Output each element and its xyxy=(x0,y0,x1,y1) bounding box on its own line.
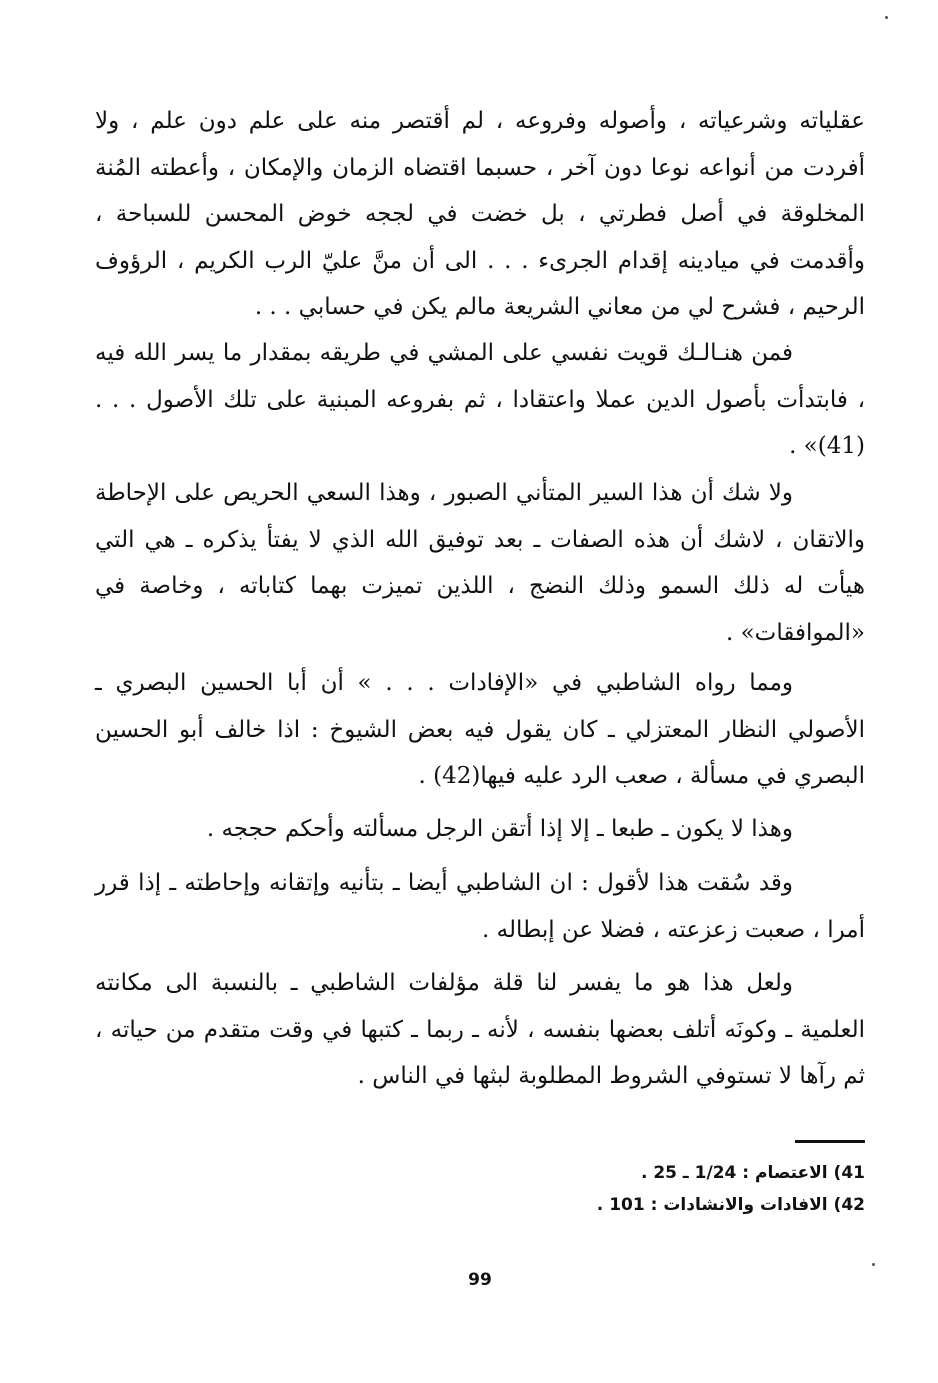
paragraph-5: وهذا لا يكون ـ طبعا ـ إلا إذا أتقن الرجل مسألته وأحكم حججه . xyxy=(206,816,793,842)
paragraph-1: عقلياته وشرعياته ، وأصوله وفروعه ، لم أقتصر منه على علم دون علم ، ولا أفردت من أنواعه نوعا دون آخر ، حسبما اقتضاه الزمان والإمكان ، وأعطته المُنة المخلوقة في أصل فطرتي ، بل خضت في لججه خوض المحسن للسباحة ، وأقدمت في ميادينه إقدام الجرىء . . . الى أن منَّ عليّ الرب الكريم ، الرؤوف الرحيم ، فشرح لي من معاني الشريعة مالم يكن في حسابي . . . xyxy=(95,108,865,320)
footnotes xyxy=(400,1157,865,1221)
footnote-41: 41) الاعتصام : 1/24 ـ 25 . xyxy=(640,1163,865,1183)
paragraph-4: ومما رواه الشاطبي في «الإفادات . . . » أن أبا الحسين البصري ـ الأصولي النظار المعتزلي ـ كان يقول فيه بعض الشيوخ : اذا خالف أبو الحسين البصري في مسألة ، صعب الرد عليه فيها(42) . xyxy=(95,670,865,789)
paragraph-7: ولعل هذا هو ما يفسر لنا قلة مؤلفات الشاطبي ـ بالنسبة الى مكانته العلمية ـ وكونَه أتلف بعضها بنفسه ، لأنه ـ ربما ـ كتبها في وقت متقدم من حياته ، ثم رآها لا تستوفي الشروط المطلوبة لبثها في الناس . xyxy=(95,970,865,1089)
paragraph-6: وقد سُقت هذا لأقول : ان الشاطبي أيضا ـ بتأنيه وإتقانه وإحاطته ـ إذا قرر أمرا ، صعبت زعزعته ، فضلا عن إبطاله . xyxy=(95,870,865,943)
footnote-42: 42) الافادات والانشادات : 101 . xyxy=(596,1195,865,1215)
scan-speck xyxy=(872,1263,875,1266)
paragraph-3: ولا شك أن هذا السير المتأني الصبور ، وهذا السعي الحريص على الإحاطة والاتقان ، لاشك أن هذه الصفات ـ بعد توفيق الله الذي لا يفتأ يذكره ـ هي التي هيأت له ذلك السمو وذلك النضج ، اللذين تميزت بهما كتاباته ، وخاصة في «الموافقات» . xyxy=(95,480,865,646)
page-number: 99 xyxy=(468,1270,492,1290)
footnote-separator xyxy=(795,1140,865,1143)
scan-speck xyxy=(885,16,888,19)
paragraph-2: فمن هنـالـك قويت نفسي على المشي في طريقه بمقدار ما يسر الله فيه ، فابتدأت بأصول الدين عملا واعتقادا ، ثم بفروعه المبنية على تلك الأصول . . . (41)» . xyxy=(95,340,865,459)
